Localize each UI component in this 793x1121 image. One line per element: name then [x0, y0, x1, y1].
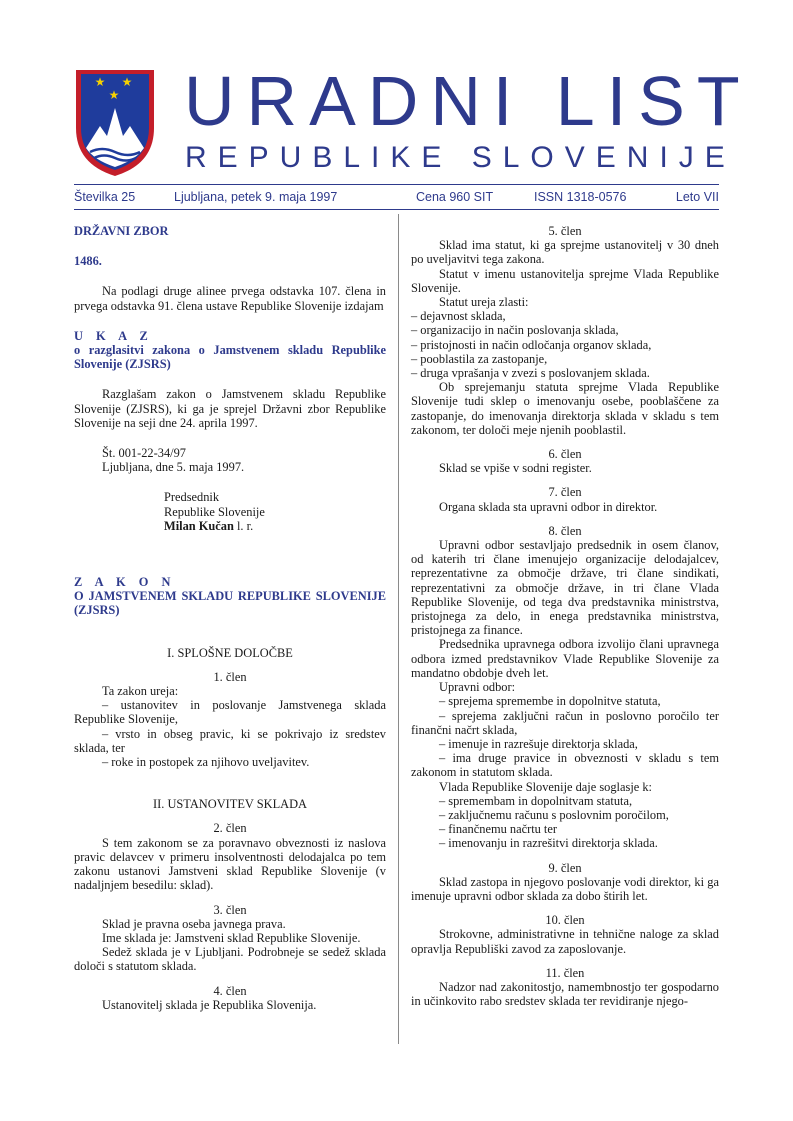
list-item: – imenovanju in razrešitvi direktorja sklada. [439, 836, 658, 851]
article-text: S tem zakonom se za poravnavo obveznosti iz naslova pravic delavcev v primeru insolventnosti delodajalca po tem zakonu ustanovi Jamstveni sklad Republike Slovenije (v nadaljnjem besedilu: sklad). [74, 835, 386, 893]
article-text: Sklad je pravna oseba javnega prava. [102, 916, 286, 931]
article-title: 6. člen [548, 447, 582, 462]
article-text: Strokovne, administrativne in tehnične naloge za sklad opravlja Republiški zavod za zaposlovanje. [411, 927, 719, 956]
column-divider [398, 214, 399, 1044]
article-title: 11. člen [545, 965, 585, 980]
list-item: – organizacijo in način poslovanja sklada, [411, 323, 619, 338]
list-item: – dejavnost sklada, [411, 309, 506, 324]
signer-suffix: l. r. [233, 518, 254, 533]
issue-place-date: Ljubljana, petek 9. maja 1997 [174, 190, 338, 204]
coat-of-arms-icon [74, 68, 156, 178]
article-title: 4. člen [213, 983, 247, 998]
article-text: Ime sklada je: Jamstveni sklad Republike Slovenije. [102, 930, 361, 945]
article-title: 5. člen [548, 224, 582, 238]
article-title: 1. člen [213, 669, 247, 684]
article-title: 10. člen [545, 913, 585, 928]
chapter-heading: II. USTANOVITEV SKLADA [153, 797, 307, 812]
article-text: Predsednika upravnega odbora izvolijo člani upravnega odbora izmed predstavnikov Vlade Republike Slovenije za mandatno obdobje dveh let. [411, 637, 719, 680]
svg-text:★: ★ [121, 75, 133, 89]
reference-date: Ljubljana, dne 5. maja 1997. [102, 460, 245, 475]
institution-heading: DRŽAVNI ZBOR [74, 224, 169, 238]
masthead-title: URADNI LIST [184, 62, 752, 140]
article-text: Statut v imenu ustanovitelja sprejme Vlada Republike Slovenije. [411, 266, 719, 295]
svg-text:★: ★ [108, 88, 120, 102]
act-number: 1486. [74, 254, 102, 269]
ukaz-title: U K A Z [74, 328, 153, 343]
signer-line [74, 519, 386, 533]
article-text: Upravni odbor sestavljajo predsednik in osem članov, od katerih tri člane imenujejo organizacije delodajalcev, reprezentativne za območje države, tri člane sindikati, reprezentativni za območje države, in tri člane Vlada Republike Slovenije, od tega dva predstavnika ministrstva, pristojnega za delo, in enega predstavnika ministrstva, pristojnega za finance. [411, 538, 719, 638]
issue-number: Številka 25 [74, 190, 136, 204]
list-item: – zaključnemu računu s poslovnim poročilom, [439, 807, 669, 822]
article-title: 3. člen [213, 902, 247, 917]
issue-issn: ISSN 1318-0576 [534, 190, 627, 204]
list-item: – ustanovitev in poslovanje Jamstvenega sklada Republike Slovenije, [74, 698, 386, 727]
article-text: Sedež sklada je v Ljubljani. Podrobneje se sedež sklada določi s statutom sklada. [74, 945, 386, 974]
svg-text:★: ★ [94, 75, 106, 89]
list-item: – pristojnosti in način odločanja organov sklada, [411, 337, 652, 352]
list-item: – druga vprašanja v zvezi s poslovanjem sklada. [411, 366, 650, 381]
list-item: – finančnemu načrtu ter [439, 822, 558, 837]
list-item: – roke in postopek za njihovo uveljavitev. [102, 755, 310, 770]
article-text: Organa sklada sta upravni odbor in direktor. [439, 499, 658, 514]
preamble: Na podlagi druge alinee prvega odstavka 107. člena in prvega odstavka 91. člena ustave Republike Slovenije izdajam [74, 284, 386, 313]
list-item: – vrsto in obseg pravic, ki se pokrivajo iz sredstev sklada, ter [74, 726, 386, 755]
issue-volume: Leto VII [675, 190, 719, 204]
article-title: 8. člen [548, 523, 582, 538]
article-text: Statut ureja zlasti: [439, 295, 529, 310]
issue-info-bar [74, 184, 719, 210]
article-text: Sklad zastopa in njegovo poslovanje vodi direktor, ki ga imenuje upravni odbor sklada za dobo štirih let. [411, 874, 719, 903]
article-text: Sklad se vpiše v sodni register. [439, 461, 592, 476]
zakon-title: Z A K O N [74, 575, 176, 590]
article-text: Upravni odbor: [439, 680, 516, 695]
list-item: – pooblastila za zastopanje, [411, 351, 548, 366]
list-item: – sprejema spremembe in dopolnitve statuta, [439, 694, 661, 709]
zakon-subtitle: O JAMSTVENEM SKLADU REPUBLIKE SLOVENIJE (ZJSRS) [74, 589, 386, 618]
article-text: Vlada Republike Slovenije daje soglasje k: [439, 779, 653, 794]
article-text: Sklad ima statut, ki ga sprejme ustanovitelj v 30 dneh po uveljavitvi tega zakona. [411, 238, 719, 267]
right-column [411, 224, 719, 1008]
article-text: Nadzor nad zakonitostjo, namembnostjo ter gospodarno in učinkovito rabo sredstev sklada ter revidiranje njego- [411, 979, 719, 1009]
signer-name: Milan Kučan [164, 518, 234, 533]
signer-role: Predsednik [164, 490, 220, 505]
article-text: Ob sprejemanju statuta sprejme Vlada Republike Slovenije tudi sklep o imenovanju osebe, pooblaščene za zastopanje, do imenovanja direktorja sklada v skladu s tem zakonom, ter določi meje njenih pooblastil. [411, 380, 719, 437]
issue-price: Cena 960 SIT [416, 190, 494, 204]
ukaz-text: Razglašam zakon o Jamstvenem skladu Republike Slovenije (ZJSRS), ki ga je sprejel Državni zbor Republike Slovenije na seji dne 24. aprila 1997. [74, 387, 386, 430]
list-item: – imenuje in razrešuje direktorja sklada, [439, 736, 638, 751]
reference-number: Št. 001-22-34/97 [102, 446, 186, 461]
article-text: Ta zakon ureja: [102, 684, 179, 699]
masthead-subtitle: REPUBLIKE SLOVENIJE [185, 141, 736, 174]
left-column [74, 224, 386, 1012]
list-item: – spremembam in dopolnitvam statuta, [439, 793, 633, 808]
article-text: Ustanovitelj sklada je Republika Slovenija. [102, 997, 317, 1012]
article-title: 2. člen [213, 821, 247, 836]
list-item: – ima druge pravice in obveznosti v skladu s tem zakonom in statutom sklada. [411, 751, 719, 780]
signer-org: Republike Slovenije [164, 504, 265, 519]
ukaz-subtitle: o razglasitvi zakona o Jamstvenem skladu Republike Slovenije (ZJSRS) [74, 343, 386, 372]
article-title: 7. člen [548, 485, 582, 500]
list-item: – sprejema zaključni račun in poslovno poročilo ter finančni načrt sklada, [411, 708, 719, 737]
chapter-heading: I. SPLOŠNE DOLOČBE [167, 645, 293, 660]
article-title: 9. člen [548, 860, 582, 875]
